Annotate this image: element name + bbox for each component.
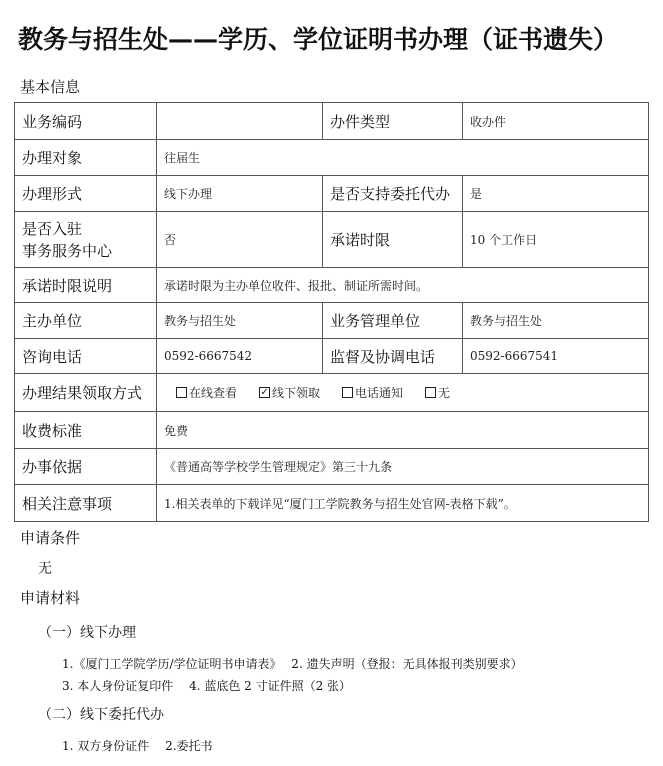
service-center-label-line1: 是否入驻 xyxy=(22,219,83,238)
conditions-heading: 申请条件 xyxy=(20,529,81,547)
service-center-value: 否 xyxy=(157,212,323,268)
form-label: 办理形式 xyxy=(15,176,157,212)
offline-material-line2: 3. 本人身份证复印件 4. 蓝底色 2 寸证件照（2 张） xyxy=(62,679,352,693)
option-label: 无 xyxy=(438,386,451,400)
promise-time-label: 承诺时限 xyxy=(323,212,463,268)
business-code-value xyxy=(157,103,323,140)
promise-desc-value: 承诺时限为主办单位收件、报批、制证所需时间。 xyxy=(157,268,649,303)
case-type-value: 收办件 xyxy=(463,103,649,140)
table-row xyxy=(15,339,649,374)
promise-time-value: 10 个工作日 xyxy=(463,212,649,268)
conditions-value: 无 xyxy=(38,561,52,577)
fee-label: 收费标准 xyxy=(15,412,157,449)
host-unit-value: 教务与招生处 xyxy=(157,303,323,339)
option-label: 线下领取 xyxy=(272,386,321,400)
basic-info-table xyxy=(14,102,649,522)
table-row xyxy=(15,140,649,176)
option-label: 在线查看 xyxy=(189,386,238,400)
business-code-label: 业务编码 xyxy=(15,103,157,140)
service-center-label-line2: 事务服务中心 xyxy=(22,241,113,260)
phone-value: 0592-6667542 xyxy=(157,339,323,374)
offline-heading: （一）线下办理 xyxy=(38,625,136,641)
result-method-options xyxy=(157,374,649,412)
host-unit-label: 主办单位 xyxy=(15,303,157,339)
fee-value: 免费 xyxy=(157,412,649,449)
table-row xyxy=(15,303,649,339)
page-title: 教务与招生处——学历、学位证明书办理（证书遗失） xyxy=(18,25,619,54)
table-row xyxy=(15,176,649,212)
mgmt-unit-value: 教务与招生处 xyxy=(463,303,649,339)
form-value: 线下办理 xyxy=(157,176,323,212)
notes-label: 相关注意事项 xyxy=(15,485,157,522)
option-phone[interactable] xyxy=(342,384,403,401)
supervise-phone-label: 监督及协调电话 xyxy=(323,339,463,374)
option-online[interactable] xyxy=(176,384,237,401)
checkbox-icon[interactable] xyxy=(176,387,187,398)
target-value: 往届生 xyxy=(157,140,649,176)
table-row xyxy=(15,103,649,140)
table-row xyxy=(15,268,649,303)
supervise-phone-value: 0592-6667541 xyxy=(463,339,649,374)
target-label: 办理对象 xyxy=(15,140,157,176)
case-type-label: 办件类型 xyxy=(323,103,463,140)
proxy-material-line1: 1. 双方身份证件 2.委托书 xyxy=(62,739,213,753)
offline-material-line1: 1.《厦门工学院学历/学位证明书申请表》 2. 遗失声明（登报：无具体报刊类别要求） xyxy=(62,657,523,671)
proxy-support-value: 是 xyxy=(463,176,649,212)
option-label: 电话通知 xyxy=(355,386,404,400)
checkbox-icon[interactable] xyxy=(425,387,436,398)
proxy-support-label: 是否支持委托代办 xyxy=(323,176,463,212)
phone-label: 咨询电话 xyxy=(15,339,157,374)
table-row xyxy=(15,212,649,268)
checked-checkbox-icon[interactable]: ✓ xyxy=(260,387,269,398)
proxy-heading: （二）线下委托代办 xyxy=(38,707,164,723)
service-center-label xyxy=(15,212,157,268)
basic-info-heading: 基本信息 xyxy=(20,78,81,96)
result-method-label: 办理结果领取方式 xyxy=(15,374,157,412)
table-row xyxy=(15,412,649,449)
promise-desc-label: 承诺时限说明 xyxy=(15,268,157,303)
notes-value: 1.相关表单的下载详见“厦门工学院教务与招生处官网-表格下载”。 xyxy=(157,485,649,522)
basis-value: 《普通高等学校学生管理规定》第三十九条 xyxy=(157,449,649,485)
materials-heading: 申请材料 xyxy=(20,589,81,607)
table-row xyxy=(15,485,649,522)
table-row xyxy=(15,374,649,412)
table-row xyxy=(15,449,649,485)
basis-label: 办事依据 xyxy=(15,449,157,485)
checkbox-icon[interactable] xyxy=(342,387,353,398)
option-none[interactable] xyxy=(425,384,450,401)
mgmt-unit-label: 业务管理单位 xyxy=(323,303,463,339)
option-offline[interactable] xyxy=(259,384,320,401)
